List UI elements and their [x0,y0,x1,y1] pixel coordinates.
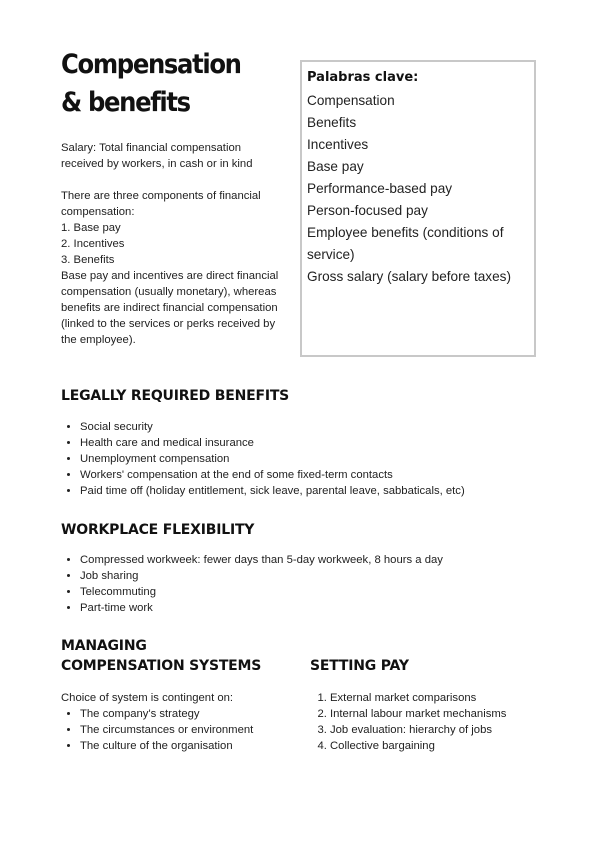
list-item: • The company's strategy [80,706,310,722]
page-title-line-2: & benefits [61,87,190,118]
managing-heading-line-1: MANAGING [61,638,147,654]
list-item: 4. Collective bargaining [330,738,570,754]
list-item: • Paid time off (holiday entitlement, sick leave, parental leave, sabbaticals, etc) [80,483,580,499]
page-title-line-1: Compensation [61,49,241,80]
legally-required-list [61,419,580,499]
list-item: • Part-time work [80,600,580,616]
keywords-box [300,60,536,357]
list-item: 1. External market comparisons [330,690,570,706]
list-item: • Workers' compensation at the end of some fixed-term contacts [80,467,580,483]
list-item: • Unemployment compensation [80,451,580,467]
list-item: 2. Internal labour market mechanisms [330,706,570,722]
list-item: 3. Job evaluation: hierarchy of jobs [330,722,570,738]
list-item: • Job sharing [80,568,580,584]
managing-intro: Choice of system is contingent on: [61,692,234,704]
keyword-item: Incentives [307,137,369,152]
component-item: 3. Benefits [61,254,115,266]
list-item: • Compressed workweek: fewer days than 5-day workweek, 8 hours a day [80,552,580,568]
managing-compensation-heading [61,636,261,676]
managing-heading-line-2: COMPENSATION SYSTEMS [61,658,262,674]
legally-required-heading: LEGALLY REQUIRED BENEFITS [61,388,290,404]
component-item: 2. Incentives [61,238,125,250]
keyword-item: Person-focused pay [307,203,428,218]
keyword-item: Base pay [307,159,364,174]
component-item: 1. Base pay [61,222,121,234]
keyword-item: Employee benefits (conditions of service) [307,225,504,262]
list-item: • The circumstances or environment [80,722,310,738]
keyword-item: Gross salary (salary before taxes) [307,269,511,284]
intro-section [61,140,286,348]
list-item: • The culture of the organisation [80,738,310,754]
keyword-item: Benefits [307,115,357,130]
keyword-item: Performance-based pay [307,181,453,196]
salary-definition: Salary: Total financial compensation received by workers, in cash or in kind [61,142,253,170]
list-item: • Health care and medical insurance [80,435,580,451]
workplace-flexibility-list [61,552,580,616]
keyword-item: Compensation [307,93,395,108]
managing-list [61,706,310,754]
setting-pay-list [311,690,570,754]
list-item: • Social security [80,419,580,435]
list-item: • Telecommuting [80,584,580,600]
components-intro: There are three components of financial compensation: [61,190,261,218]
workplace-flexibility-heading: WORKPLACE FLEXIBILITY [61,522,255,538]
components-explanation: Base pay and incentives are direct financial compensation (usually monetary), whereas benefits are indirect financial compensation (linked to the services or perks received by the employee). [61,270,279,346]
keywords-title: Palabras clave: [307,70,419,85]
setting-pay-heading: SETTING PAY [310,658,409,674]
page-title [61,46,241,122]
